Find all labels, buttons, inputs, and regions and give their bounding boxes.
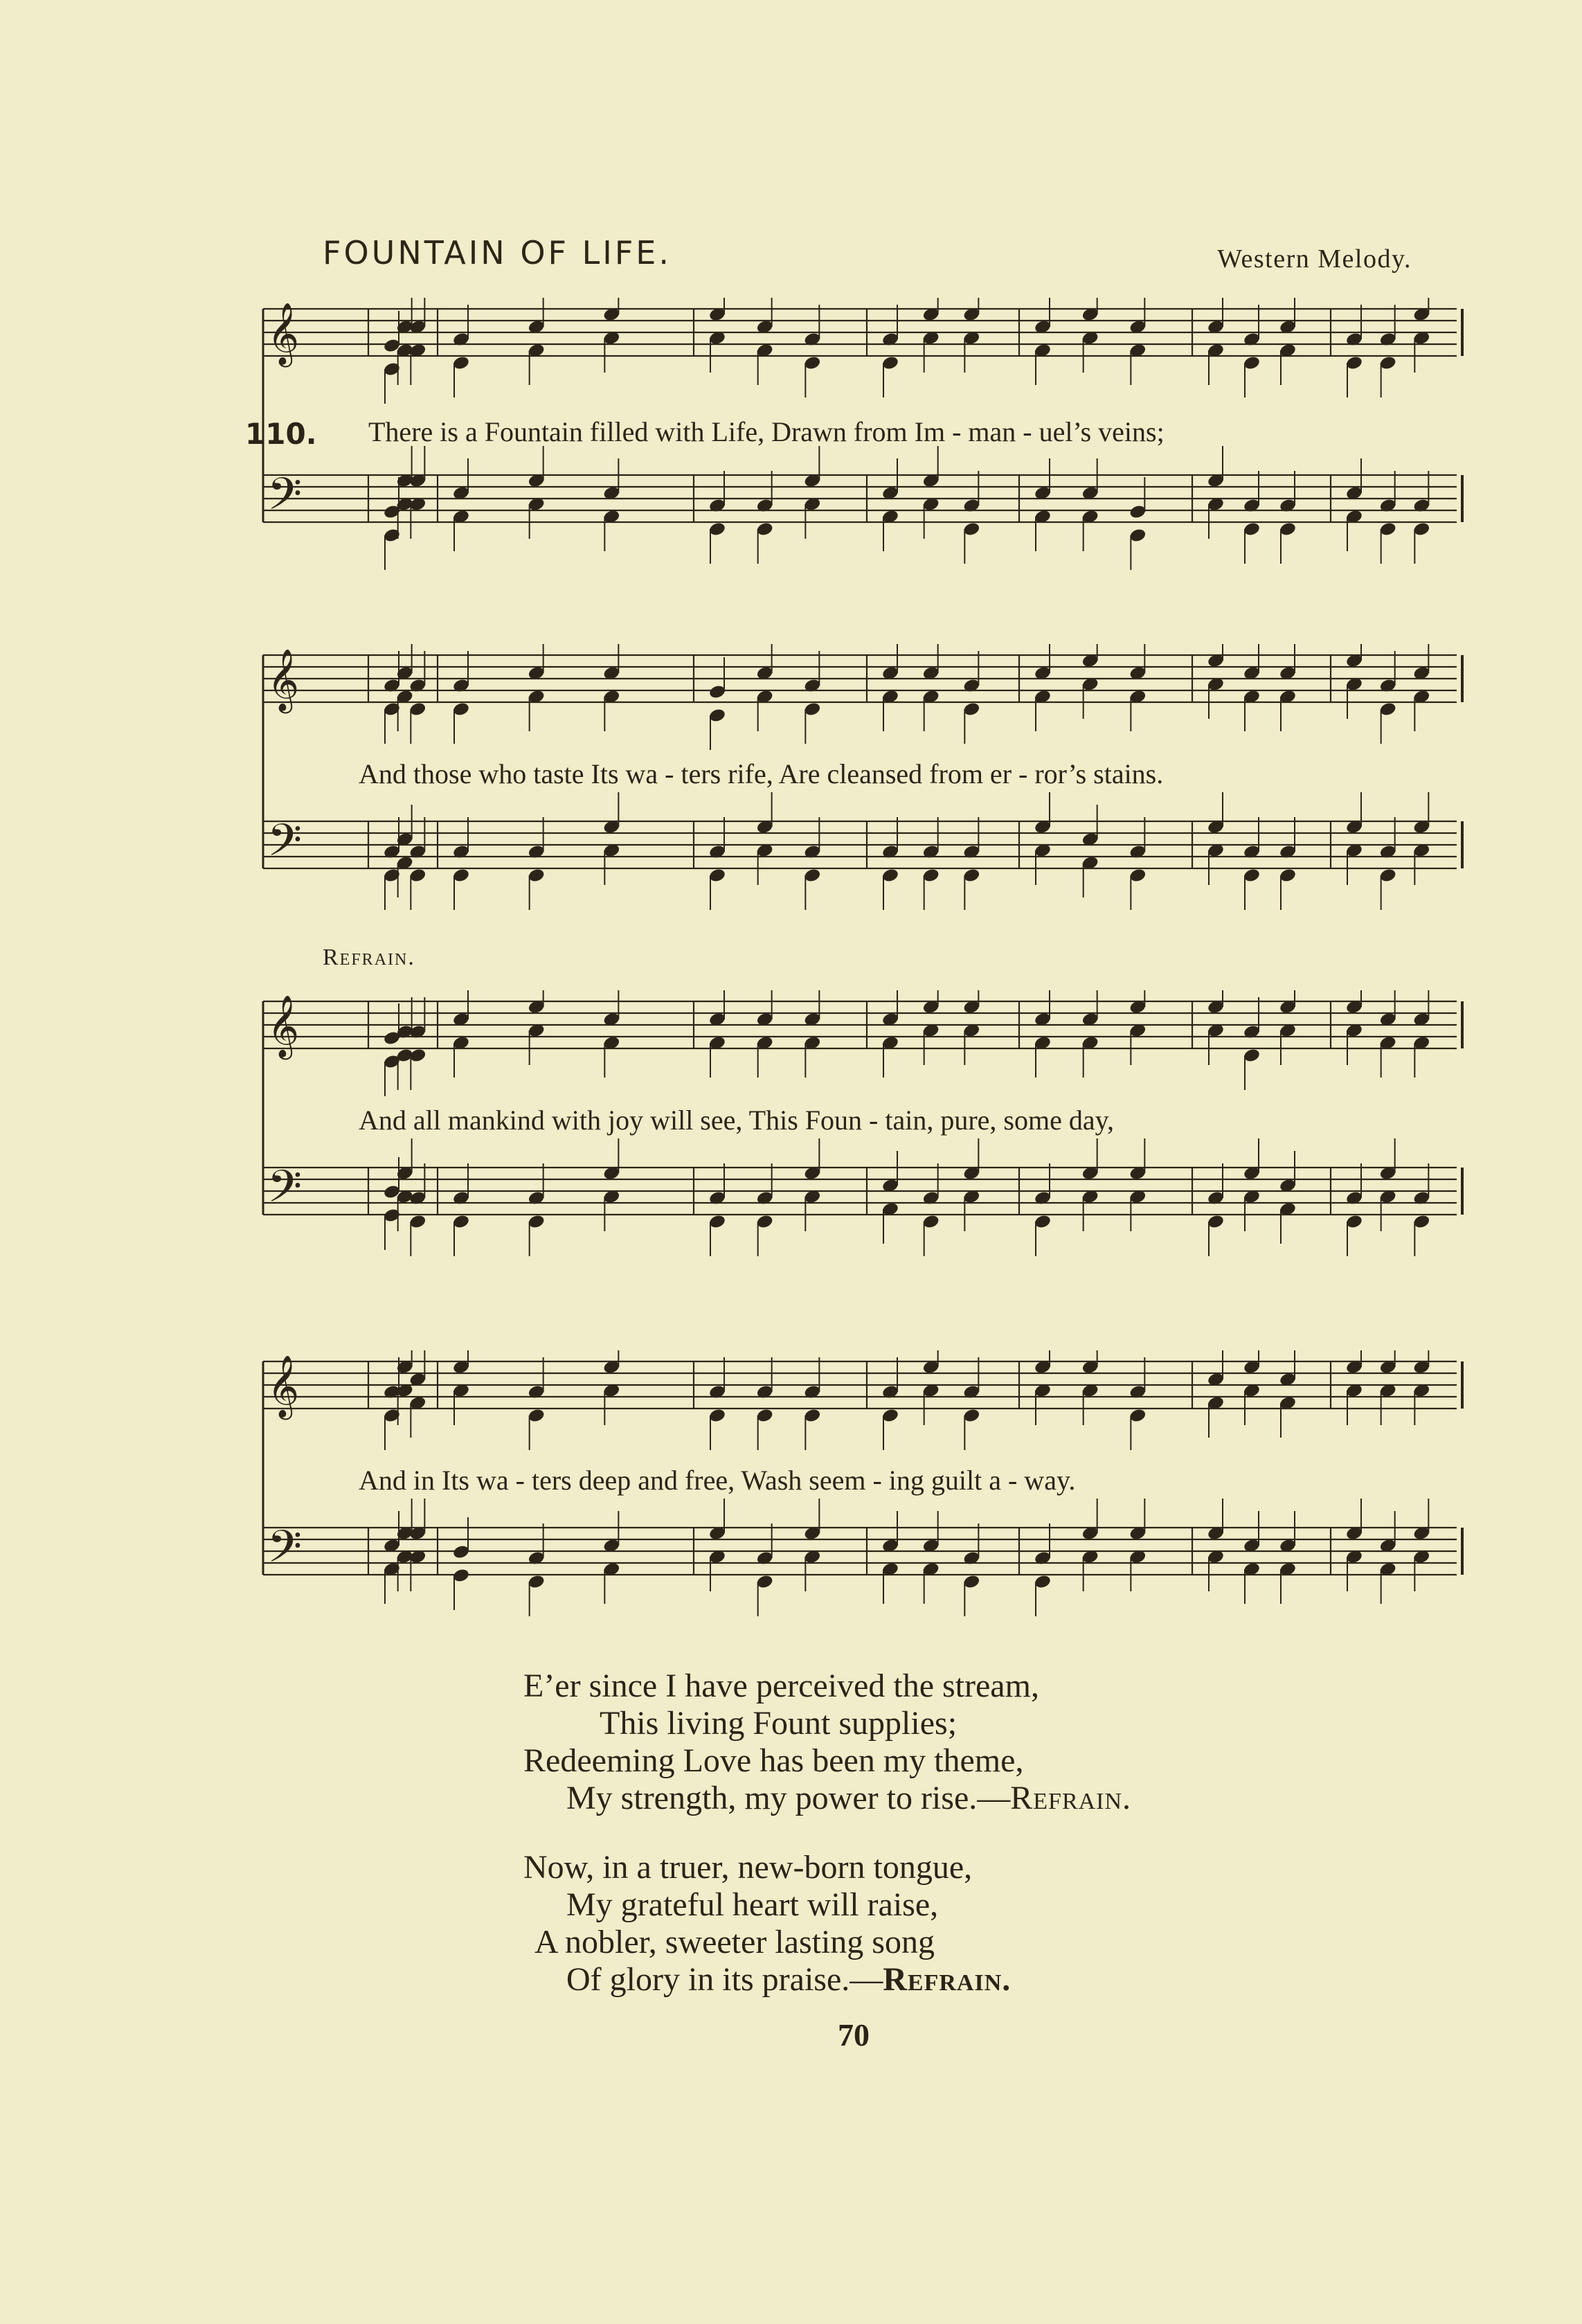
verse-2 bbox=[523, 1668, 1131, 1817]
verse-line: A nobler, sweeter lasting song bbox=[534, 1924, 935, 1960]
verse-line: My grateful heart will raise, bbox=[566, 1886, 939, 1923]
refrain-label: Refrain. bbox=[323, 945, 415, 970]
refrain-cue: Refrain. bbox=[1010, 1780, 1132, 1816]
music-system-1 bbox=[245, 298, 1466, 589]
verse-line: This living Fount supplies; bbox=[600, 1705, 958, 1742]
verse-line: Redeeming Love has been my theme, bbox=[523, 1742, 1024, 1779]
treble-clef-icon: 𝄞 bbox=[267, 649, 300, 711]
hymn-number: 110. bbox=[245, 417, 317, 451]
hymn-title: FOUNTAIN OF LIFE. bbox=[323, 234, 672, 271]
verse-line: My strength, my power to rise.— bbox=[566, 1780, 1011, 1816]
verse-line: E’er since I have perceived the stream, bbox=[523, 1668, 1039, 1704]
lyric-line: And those who taste Its wa - ters rife, Are cleansed from er - ror’s stains. bbox=[359, 758, 1164, 789]
treble-clef-icon: 𝄞 bbox=[267, 995, 300, 1057]
lyric-line: And all mankind with joy will see, This Foun - tain, pure, some day, bbox=[359, 1105, 1114, 1136]
treble-clef-icon: 𝄞 bbox=[267, 303, 300, 365]
bass-clef-icon: 𝄢 bbox=[267, 815, 303, 877]
music-system-4 bbox=[258, 1350, 1466, 1641]
refrain-cue: Refrain. bbox=[883, 1961, 1012, 1998]
bass-clef-icon: 𝄢 bbox=[267, 469, 303, 531]
lyric-line: And in Its wa - ters deep and free, Wash seem - ing guilt a - way. bbox=[359, 1465, 1076, 1496]
verse-line: Now, in a truer, new-born tongue, bbox=[523, 1849, 973, 1886]
page-number: 70 bbox=[838, 2017, 870, 2053]
music-system-2 bbox=[258, 644, 1466, 935]
bass-clef-icon: 𝄢 bbox=[267, 1161, 303, 1224]
music-system-3 bbox=[258, 990, 1466, 1281]
treble-clef-icon: 𝄞 bbox=[267, 1355, 300, 1418]
composer-credit: Western Melody. bbox=[1217, 244, 1412, 274]
verse-line: Of glory in its praise.— bbox=[566, 1961, 883, 1998]
lyric-line: There is a Fountain filled with Life, Drawn from Im - man - uel’s veins; bbox=[368, 416, 1165, 447]
verse-3 bbox=[523, 1849, 1011, 1999]
bass-clef-icon: 𝄢 bbox=[267, 1521, 303, 1584]
